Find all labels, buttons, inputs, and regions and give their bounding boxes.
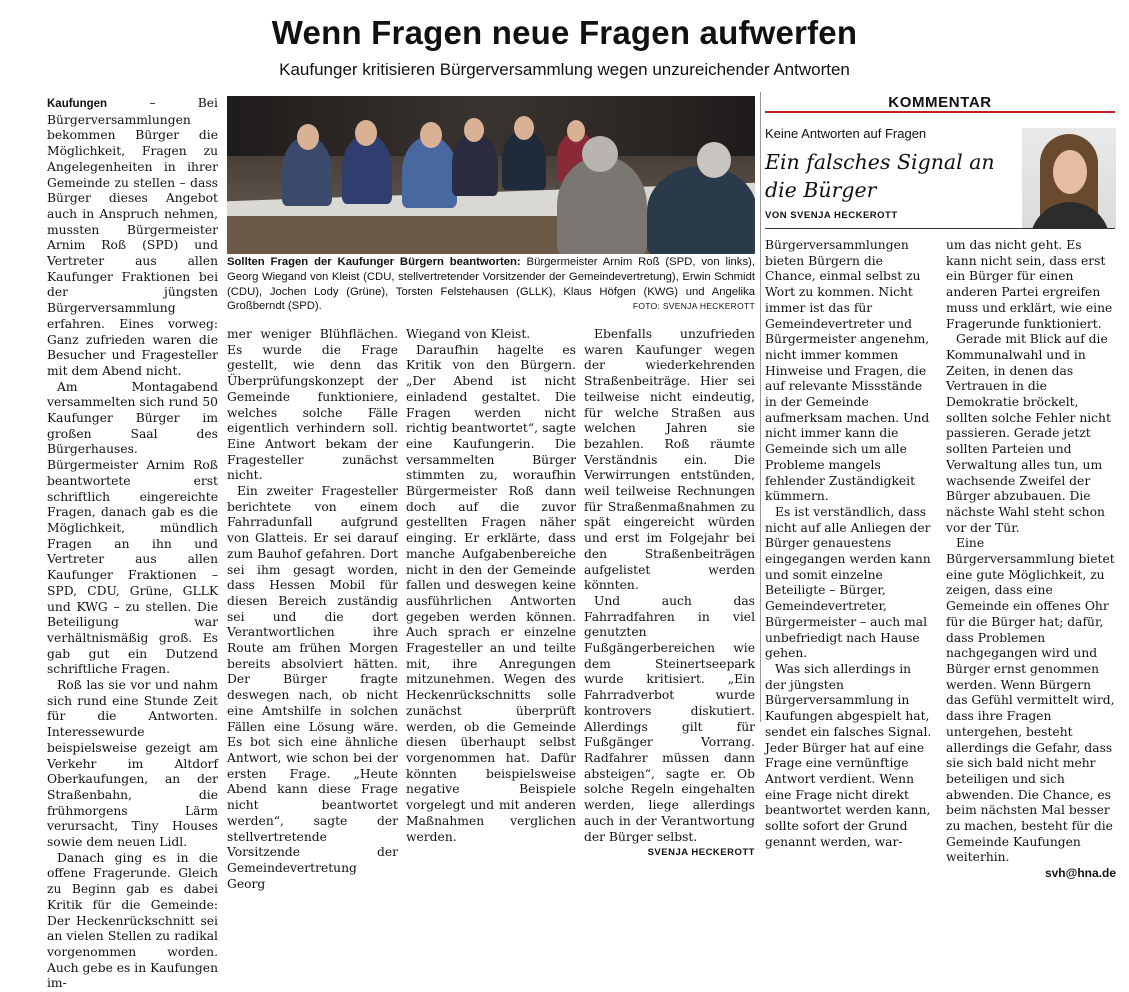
kommentar-header xyxy=(765,92,1115,113)
paragraph: Es ist verständlich, dass nicht auf alle Anliegen der Bürger genauestens eingegangen werden kann und somit einzelne Beteiligte – Bürger, Gemeindevertreter, Bürgermeister – auch mal unbefriedigt nach Hause gehen. xyxy=(765,504,931,661)
paragraph: Roß las sie vor und nahm sich rund eine Stunde Zeit für die Antworten. Interessewurde beispielsweise gezeigt am Verkehr im Altdorf Oberkaufungen, an der Straßenbahn, die frühmorgens Lärm verursacht, Tiny Houses sowie dem neuen Lidl. xyxy=(47,678,218,850)
dateline: Kaufungen xyxy=(47,98,108,110)
paragraph: mer weniger Blühflächen. Es wurde die Frage gestellt, wie denn das Überprüfungskonzept der Gemeinde funktioniere, welches solche Fälle eigentlich verhindern soll. Eine Antwort bekam der Fragesteller zunächst nicht. xyxy=(227,327,398,483)
paragraph: Gerade mit Blick auf die Kommunalwahl und in Zeiten, in denen das Vertrauen in die Demokratie bröckelt, sollten solche Fehler nicht passieren. Gerade jetzt sollten Parteien und Verwaltung alles tun, um wachsende Zweifel der Bürger abzubauen. Die nächste Wahl steht schon vor der Tür. xyxy=(946,332,1111,535)
paragraph: Und auch das Fahrradfahren in viel genutzten Fußgängerbereichen wie dem Steinertseepark wurde kritisiert. „Ein Fahrradverbot wurde kontrovers diskutiert. Allerdings gilt für Fußgänger Vorrang. Radfahrer müssen dann absteigen“, sagte er. Ob solche Regeln eingehalten werden, liege allerdings auch in der Verantwortung der Bürger selbst. xyxy=(584,593,755,844)
paragraph: Ebenfalls unzufrieden waren Kaufunger wegen der wiederkehrenden Straßenbeiträge. Hier sei teilweise nicht eindeutig, für welche Straßen aus welchen Jahren sie bezahlen. Roß räumte Verständnis ein. Die Verwirrungen entstünden, weil teilweise Rechnungen für Straßenmaßnahmen zu spät eingereicht würden und erst im Folgejahr bei den Straßenbeiträgen aufgelistet werden könnten. xyxy=(584,327,755,593)
photo-credit: FOTO: SVENJA HECKEROTT xyxy=(632,301,755,312)
article-photo xyxy=(227,96,755,254)
kommentar-kicker: Keine Antworten auf Fragen xyxy=(765,126,927,141)
caption-lead: Sollten Fragen der Kaufunger Bürgern beantworten: xyxy=(227,256,521,268)
author-portrait xyxy=(1022,128,1116,228)
kommentar-title: Ein falsches Signal an die Bürger xyxy=(765,150,995,202)
subheadline: Kaufunger kritisieren Bürgerversammlung wegen unzureichender Antworten xyxy=(279,60,850,79)
article-column-1 xyxy=(47,96,218,992)
caption-text: Bürgermeister Arnim Roß (SPD, von links), Georg Wiegand von Kleist (CDU, stellvertretender Vorsitzender der Gemeindevertretung), Erwin Schmidt (CDU), Jochen Lody (Grüne), Torsten Felstehausen (GLLK), Klaus Höfgen (KWG) und Angelika Großberndt (SPD). xyxy=(227,256,755,313)
headline: Wenn Fragen neue Fragen aufwerfen xyxy=(271,14,858,51)
kommentar-column-1 xyxy=(765,238,935,850)
paragraph: Wiegand von Kleist. xyxy=(406,327,531,341)
paragraph: Kaufungen – Bei Bürgerversammlungen bekommen Bürger die Möglichkeit, Fragen zu Angelegenheiten in ihrer Gemeinde zu stellen – dass Bürger dieses Angebot auch in Anspruch nehmen, mussten Bürgermeister Arnim Roß (SPD) und Vertreter aus allen Kaufunger Fraktionen bei der jüngsten Bürgerversammlung erfahren. Eines vorweg: Ganz zufrieden waren die Besucher und Fragesteller mit dem Abend nicht. xyxy=(47,96,218,378)
kommentar-byline: VON SVENJA HECKEROTT xyxy=(765,210,898,221)
article-column-4 xyxy=(584,327,755,861)
paragraph: Bürgerversammlungen bieten Bürgern die Chance, einmal selbst zu Wort zu kommen. Nicht immer ist das für Gemeindevertreter und Bürgermeister angenehm, nicht immer kommen Hinweise und Fragen, die auf relevante Missstände in der Gemeinde aufmerksam machen. Und nicht immer kann die Gemeinde sich um alle Probleme mangels fehlender Zuständigkeit kümmern. xyxy=(765,238,930,504)
kommentar-column-2 xyxy=(946,238,1116,882)
paragraph: um das nicht geht. Es kann nicht sein, dass erst ein Bürger für einen anderen Partei ergreifen muss und erklärt, wie eine Fragerunde funktioniert. xyxy=(946,238,1113,331)
paragraph: Eine Bürgerversammlung bietet eine gute Möglichkeit, zu zeigen, dass eine Gemeinde ein offenes Ohr für die Bürger hat; dafür, dass Problemen nachgegangen wird und Bürger ernst genommen werden. Wenn Bürgern das Gefühl vermittelt wird, dass ihre Fragen untergehen, besteht allerdings die Gefahr, dass sie sich bald nicht mehr beteiligen und sich abwenden. Die Chance, es beim nächsten Mal besser zu machen, besteht für die Gemeinde Kaufungen weiterhin. xyxy=(946,536,1115,865)
author-email: svh@hna.de xyxy=(1044,866,1116,881)
paragraph: Was sich allerdings in der jüngsten Bürgerversammlung in Kaufungen abgespielt hat, sendet ein falsches Signal. Jeder Bürger hat auf eine Frage eine vernünftige Antwort verdient. Wenn eine Frage nicht direkt beantwortet werden kann, sollte sofort der Grund genannt werden, war- xyxy=(765,661,932,849)
column-divider xyxy=(760,92,761,722)
article-column-2 xyxy=(227,327,398,892)
kommentar-label: KOMMENTAR xyxy=(888,94,992,111)
article-author: SVENJA HECKEROTT xyxy=(647,847,755,859)
paragraph: Danach ging es in die offene Fragerunde. Gleich zu Beginn gab es dabei Kritik für die Gemeinde: Der Heckenrückschnitt sei an vielen Stellen zu radikal vorgenommen worden. Auch gebe es in Kaufungen im- xyxy=(47,850,218,991)
paragraph: Daraufhin hagelte es Kritik von den Bürgern. „Der Abend ist nicht einladend gestaltet. Die Fragen werden nicht richtig beantwortet“, sagte eine Kaufungerin. Die versammelten Bürger stimmten zu, woraufhin Bürgermeister Roß dann doch auf die zuvor gestellten Fragen näher einging. Er erklärte, dass manche Aufgabenbereiche nicht in den der Gemeinde fallen und deswegen keine ausführlichen Antworten gegeben werden können. Auch sprach er einzelne Fragesteller an und teilte mit, ihre Anregungen mitzunehmen. Wegen des Heckenrückschnitts solle zunächst überprüft werden, ob die Gemeinde diesen überhaupt selbst vorgenommen hat. Dafür könnten beispielsweise negative Beispiele vorgelegt und mit anderen Maßnahmen verglichen werden. xyxy=(406,342,576,844)
article-column-3 xyxy=(406,327,576,845)
photo-caption xyxy=(227,255,755,314)
paragraph: Am Montagabend versammelten sich rund 50 Kaufunger Bürger im großen Saal des Bürgerhauses. Bürgermeister Arnim Roß beantwortete erst schriftlich eingereichte Fragen, danach gab es die Möglichkeit, mündlich Fragen an ihn und Vertreter aus allen Kaufunger Fraktionen – SPD, CDU, Grüne, GLLK und KWG – zu stellen. Die Beteiligung war verhältnismäßig groß. Es gab gut ein Dutzend schriftliche Fragen. xyxy=(47,379,218,677)
paragraph: Ein zweiter Fragesteller berichtete von einem Fahrradunfall aufgrund von Glatteis. Er sei darauf zum Bauhof gefahren. Dort sei ihm gesagt worden, dass Hessen Mobil für diesen Bereich zuständig sei und die dort Verantwortlichen ihre Route am frühen Morgen bereits absolviert hätten. Der Bürger fragte deswegen nach, ob nicht eine Amtshilfe in solchen Fällen eine Lösung wäre. Es bot sich eine ähnliche Antwort, wie schon bei der ersten Frage. „Heute Abend kann diese Frage nicht beantwortet werden“, sagte der stellvertretende Vorsitzende der Gemeindevertretung Georg xyxy=(227,484,398,891)
kommentar-divider xyxy=(765,228,1115,229)
